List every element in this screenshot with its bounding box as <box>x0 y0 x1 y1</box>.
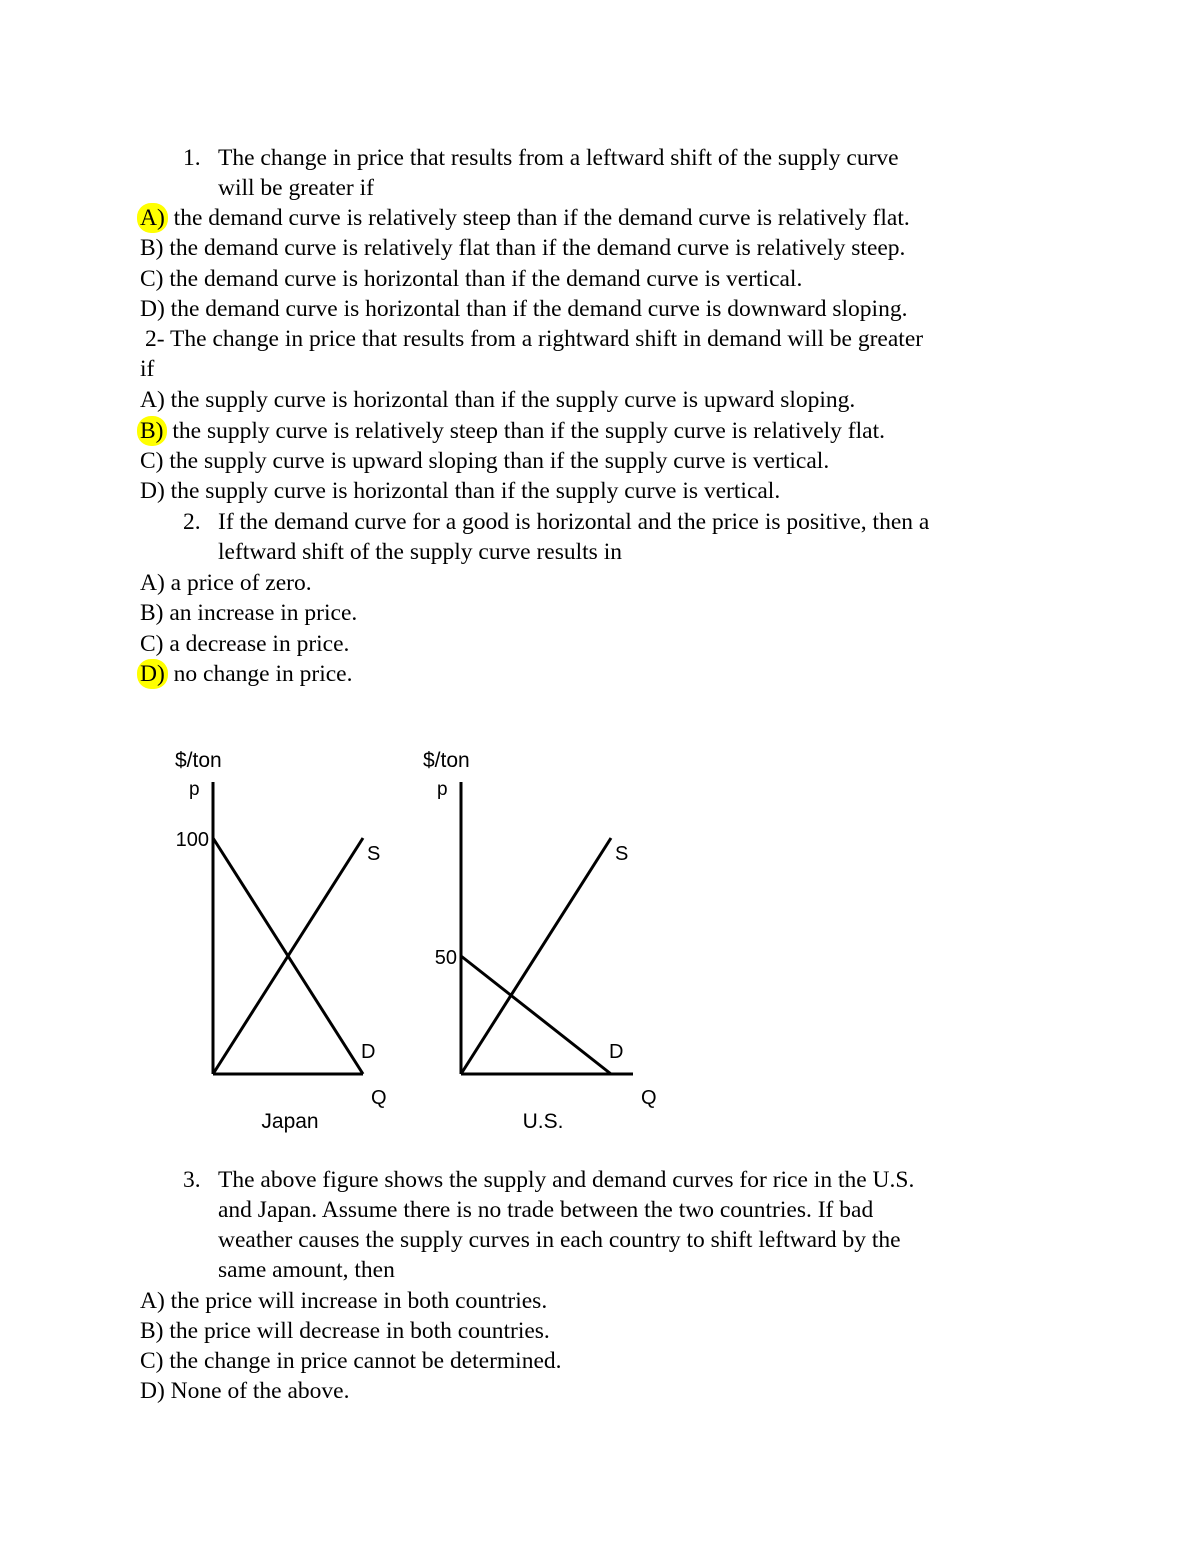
option-text: the price will decrease in both countries. <box>169 1318 550 1344</box>
question-number: 2- <box>145 326 165 352</box>
option-text: the supply curve is relatively steep than if the supply curve is relatively flat. <box>172 418 885 444</box>
question-stem-line: if <box>140 356 155 382</box>
option-text: a decrease in price. <box>169 631 350 657</box>
demand-curve-label: D <box>609 1041 624 1063</box>
option-text: an increase in price. <box>169 600 358 626</box>
answer-option <box>140 659 352 689</box>
option-letter: B) <box>140 1318 164 1344</box>
option-text: None of the above. <box>170 1378 350 1404</box>
option-letter: A) <box>140 387 165 413</box>
option-letter: D) <box>140 296 165 322</box>
question-stem-line <box>145 324 923 354</box>
question-stem-line: The change in price that results from a leftward shift of the supply curve <box>218 145 899 171</box>
demand-curve-label: D <box>361 1041 376 1063</box>
option-letter: C) <box>140 631 164 657</box>
option-letter-highlighted: B) <box>137 416 167 446</box>
question-stem-line: leftward shift of the supply curve results in <box>218 539 622 565</box>
option-text: the demand curve is relatively steep than if the demand curve is relatively flat. <box>173 205 910 231</box>
answer-option <box>140 1316 550 1346</box>
question-stem-line: If the demand curve for a good is horizontal and the price is positive, then a <box>218 509 930 535</box>
option-letter: C) <box>140 266 164 292</box>
option-text: no change in price. <box>173 661 353 687</box>
answer-option <box>140 598 357 628</box>
answer-option <box>140 416 885 446</box>
demand-curve <box>461 956 611 1074</box>
option-letter: D) <box>140 478 165 504</box>
chart-us <box>423 749 657 1133</box>
option-text: the price will increase in both countries. <box>170 1288 548 1314</box>
answer-option <box>140 1376 349 1406</box>
answer-option <box>140 264 802 294</box>
option-letter: A) <box>140 1288 165 1314</box>
option-letter-highlighted: D) <box>137 659 168 689</box>
supply-curve-label: S <box>367 843 381 865</box>
x-axis-label: Q <box>371 1087 387 1109</box>
option-letter-highlighted: A) <box>137 203 168 233</box>
answer-option <box>140 203 910 233</box>
answer-option <box>140 1346 562 1376</box>
option-letter: D) <box>140 1378 165 1404</box>
answer-option <box>140 476 780 506</box>
answer-option <box>140 629 349 659</box>
option-text: the supply curve is horizontal than if the supply curve is upward sloping. <box>170 387 856 413</box>
y-axis-label: p <box>437 779 448 800</box>
option-text: the demand curve is horizontal than if the demand curve is downward sloping. <box>170 296 908 322</box>
question-number: 1. <box>183 145 201 171</box>
y-axis-label: p <box>189 779 200 800</box>
chart-title: U.S. <box>522 1110 564 1133</box>
option-text: the supply curve is upward sloping than if the supply curve is vertical. <box>169 448 830 474</box>
option-text: the demand curve is horizontal than if the demand curve is vertical. <box>169 266 803 292</box>
answer-option <box>140 446 829 476</box>
option-letter: C) <box>140 448 164 474</box>
question-number: 3. <box>183 1167 201 1193</box>
option-letter: A) <box>140 570 165 596</box>
supply-curve-label: S <box>615 843 629 865</box>
price-intercept-label: 50 <box>434 947 457 969</box>
chart-japan <box>175 749 387 1133</box>
question-stem-line: same amount, then <box>218 1257 395 1283</box>
answer-option <box>140 233 905 263</box>
answer-option <box>140 568 312 598</box>
question-stem-line: The above figure shows the supply and demand curves for rice in the U.S. <box>218 1167 915 1193</box>
chart-title: Japan <box>261 1110 319 1133</box>
question-stem-line: will be greater if <box>218 175 374 201</box>
question-stem-line: and Japan. Assume there is no trade between the two countries. If bad <box>218 1197 874 1223</box>
answer-option <box>140 385 855 415</box>
option-text: the change in price cannot be determined. <box>169 1348 562 1374</box>
question-number: 2. <box>183 509 201 535</box>
option-letter: C) <box>140 1348 164 1374</box>
answer-option <box>140 1286 547 1316</box>
supply-demand-figure <box>0 720 1200 1180</box>
x-axis-label: Q <box>641 1087 657 1109</box>
option-text: the supply curve is horizontal than if the supply curve is vertical. <box>170 478 781 504</box>
y-axis-unit-label: $/ton <box>175 749 222 772</box>
answer-option <box>140 294 907 324</box>
option-letter: B) <box>140 600 164 626</box>
y-axis-unit-label: $/ton <box>423 749 470 772</box>
price-intercept-label: 100 <box>175 829 209 851</box>
option-text: the demand curve is relatively flat than if the demand curve is relatively steep. <box>169 235 906 261</box>
question-stem-text: The change in price that results from a rightward shift in demand will be greater <box>170 326 924 352</box>
question-stem-line: weather causes the supply curves in each country to shift leftward by the <box>218 1227 901 1253</box>
option-text: a price of zero. <box>170 570 312 596</box>
option-letter: B) <box>140 235 164 261</box>
supply-curve <box>461 838 611 1074</box>
